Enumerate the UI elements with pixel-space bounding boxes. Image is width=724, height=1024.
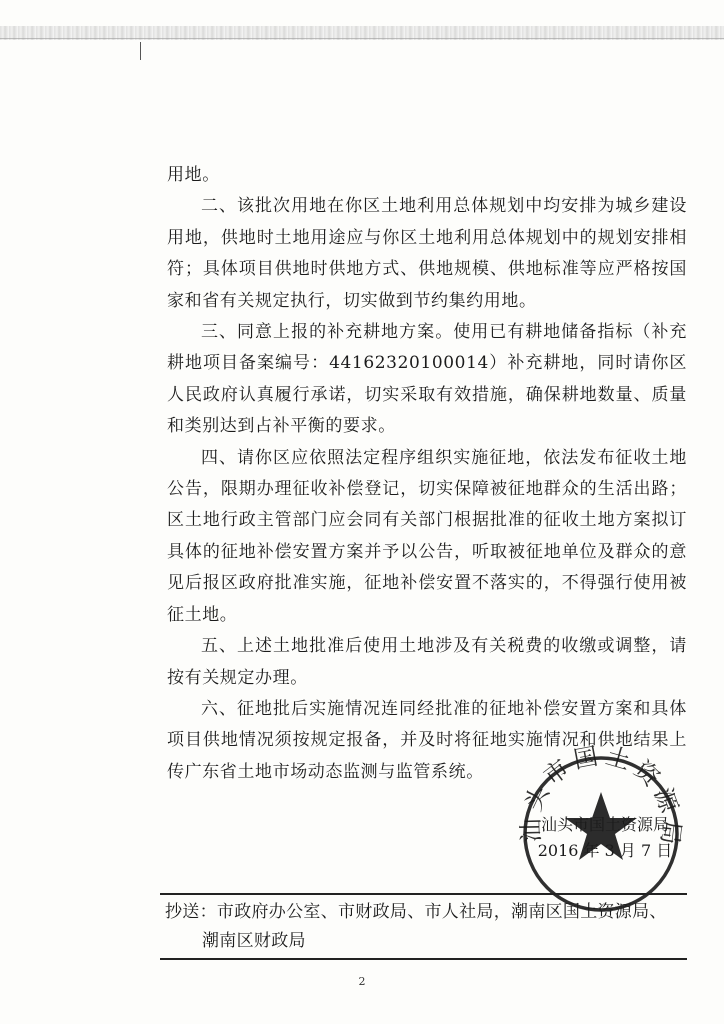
- paragraph-item-4: 四、请你区应依照法定程序组织实施征地，依法发布征收土地公告，限期办理征收补偿登记，切实保障被征地群众的生活出路；区土地行政主管部门应会同有关部门根据批准的征收土地方案拟订具体的征地补偿安置方案并予以公告，听取被征地单位及群众的意见后报区政府批准实施，征地补偿安置不落实的，不得强行使用被征土地。: [167, 447, 687, 625]
- paragraph-continuation: 用地。: [167, 165, 220, 185]
- signature-org: 汕头市国土资源局: [540, 815, 669, 834]
- signature-date: 2016 年 3 月 7 日: [537, 841, 673, 860]
- paragraph-item-3: 三、同意上报的补充耕地方案。使用已有耕地储备指标（补充耕地项目备案编号：44162320100014）补充耕地，同时请你区人民政府认真履行承诺，切实采取有效措施，确保耕地数量、质量和类别达到占补平衡的要求。: [167, 322, 687, 437]
- seal-text: 汕头市国土资源局: [516, 742, 687, 851]
- signature-block: [525, 812, 685, 864]
- paragraph-item-2: 二、该批次用地在你区土地利用总体规划中均安排为城乡建设用地，供地时土地用途应与你区土地利用总体规划中的规划安排相符；具体项目供地时供地方式、供地规模、供地标准等应严格按国家和省有关规定执行，切实做到节约集约用地。: [167, 196, 687, 311]
- document-body: [167, 160, 687, 788]
- cc-divider-bottom: [160, 958, 687, 960]
- paragraph-item-6: 六、征地批后实施情况连同经批准的征地补偿安置方案和具体项目供地情况须按规定报备，并及时将征地实施情况和供地结果上传广东省土地市场动态监测与监管系统。: [167, 698, 687, 782]
- page-number: 2: [358, 975, 366, 988]
- cc-line-2: 潮南区财政局: [202, 931, 306, 951]
- scan-artifact-line: [0, 38, 724, 39]
- cc-list: [165, 898, 687, 956]
- cc-divider-top: [160, 893, 687, 895]
- cc-line-1: 抄送：市政府办公室、市财政局、市人社局，潮南区国土资源局、: [165, 902, 667, 922]
- paragraph-item-5: 五、上述土地批准后使用土地涉及有关税费的收缴或调整，请按有关规定办理。: [167, 636, 687, 688]
- margin-mark: [140, 42, 141, 60]
